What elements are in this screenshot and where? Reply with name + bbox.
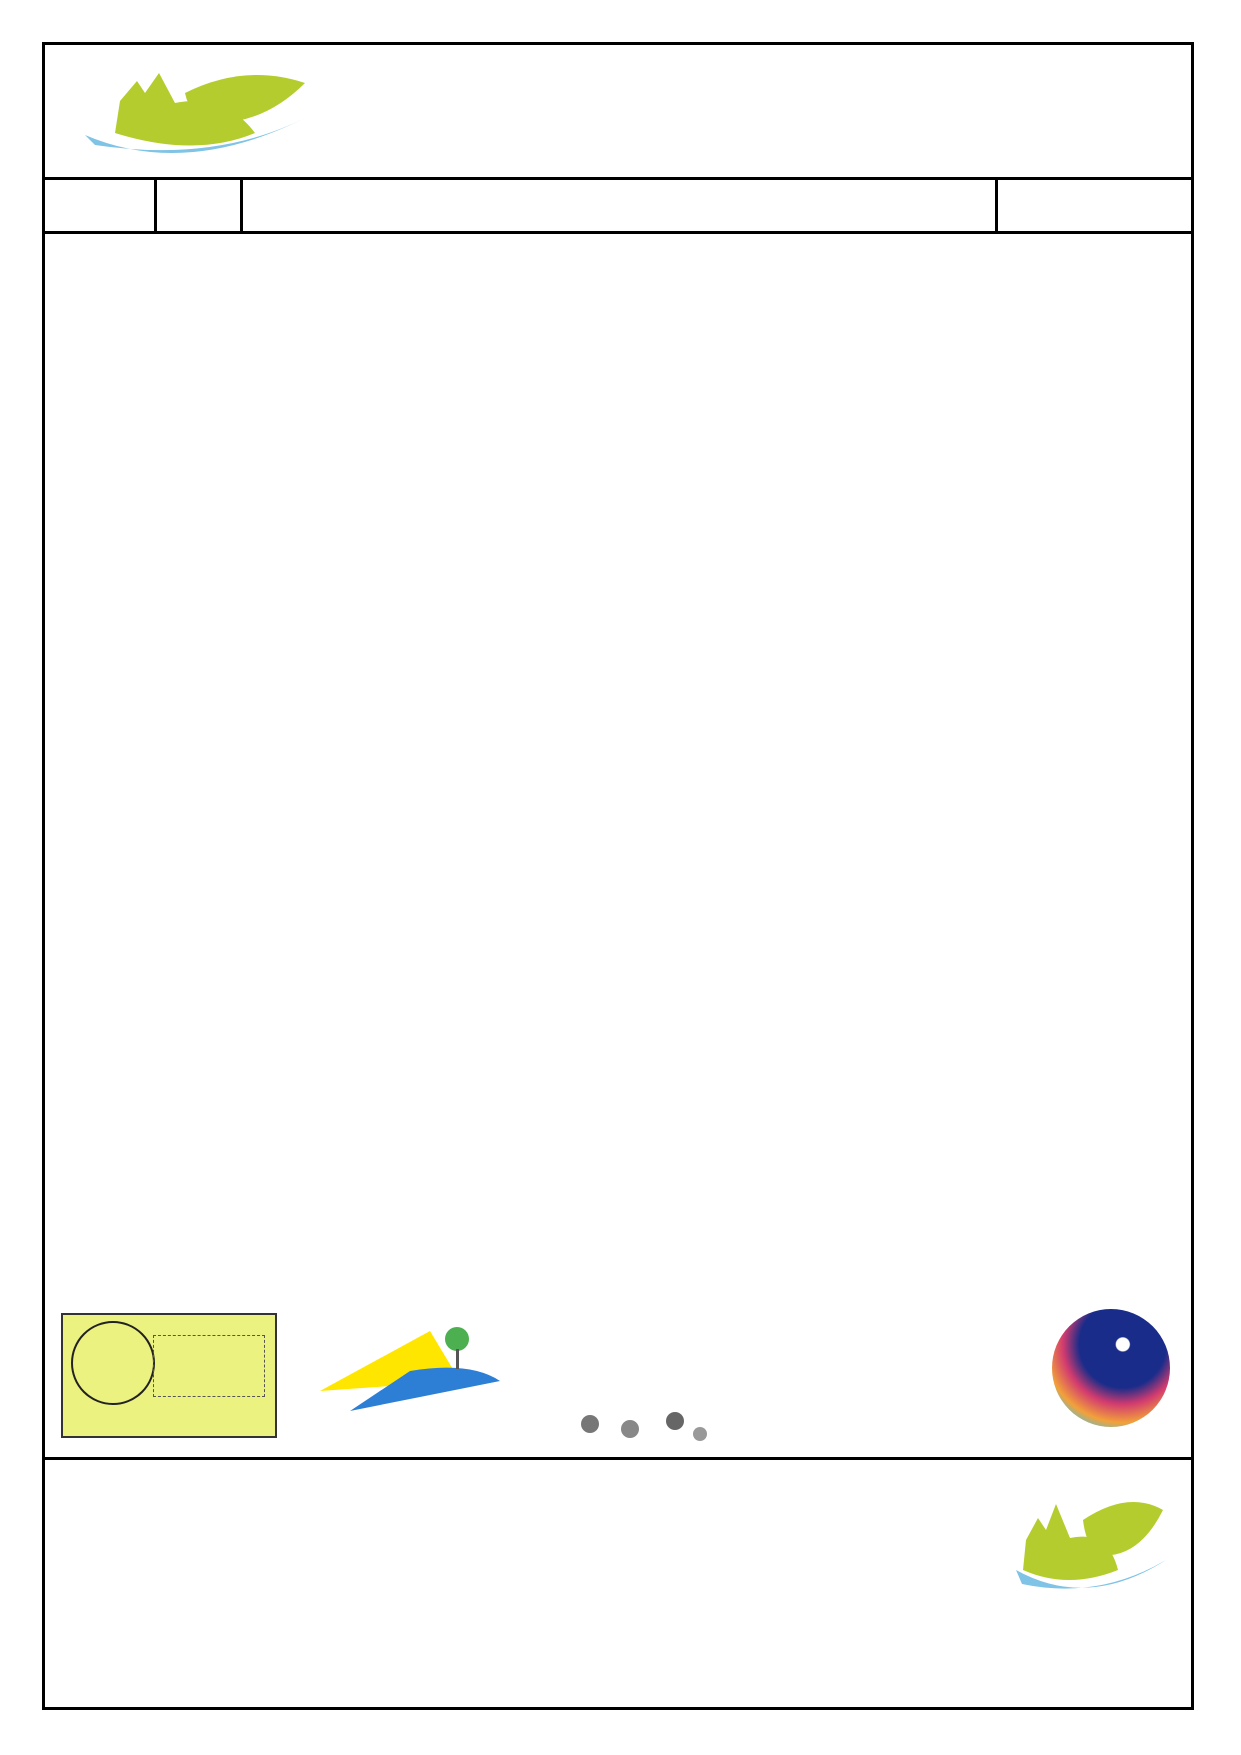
- stamp-image: [153, 1335, 265, 1397]
- contacts-section: [45, 1460, 1191, 1707]
- poster-frame: [42, 42, 1194, 1710]
- reveil-seal: [71, 1321, 155, 1405]
- partner-logos: [45, 1301, 1191, 1460]
- amis-mountain-icon: [290, 1311, 550, 1441]
- col-manifestation: [243, 177, 998, 231]
- col-lieu: [998, 177, 1191, 231]
- amis-de-mayres-logo: [290, 1311, 550, 1441]
- col-heure: [157, 177, 243, 231]
- mayres-logo: [75, 63, 505, 173]
- table-header: [45, 177, 1191, 234]
- comite-des-fetes-logo: [61, 1313, 277, 1438]
- col-date: [45, 177, 157, 231]
- toile-filante-logo: [1040, 1309, 1185, 1454]
- mayres-logo-bottom: [998, 1460, 1191, 1707]
- meli-melo-logo: [785, 1331, 985, 1421]
- header: [45, 45, 1191, 180]
- events-table: [45, 177, 1191, 234]
- shooting-star-icon: [1052, 1309, 1170, 1427]
- petanque-balls-icon: [530, 1309, 730, 1449]
- joyeux-petanqueurs-logo: [530, 1309, 730, 1449]
- page-title: [575, 89, 581, 131]
